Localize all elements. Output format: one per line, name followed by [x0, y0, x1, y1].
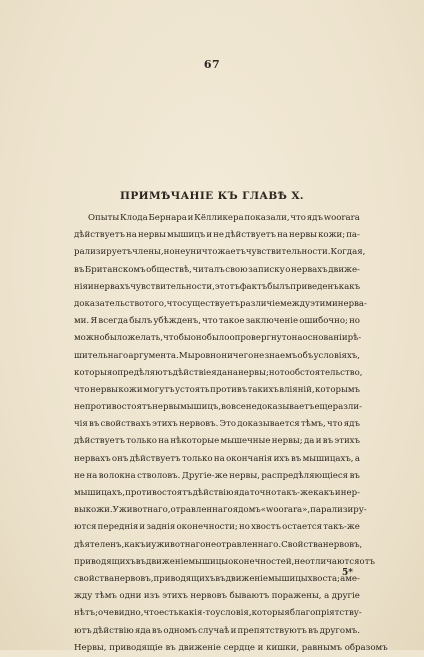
- text-line: рализируетъ члены, но не уничтожаетъ чувствительности. Когда я,: [74, 247, 366, 258]
- text-line: чія въ свойствахъ этихъ нервовъ. Это доказывается тѣмъ, что ядъ: [74, 419, 360, 430]
- text-line: мышицахъ, противостоятъ дѣйствію яда точно такъ-же какъ и нер-: [74, 488, 360, 498]
- text-line: которыя опредѣляютъ дѣйствіе яда на нервы; но то обстоятельство,: [74, 367, 363, 378]
- printer-signature-mark: 5*: [342, 568, 353, 578]
- text-line: не на волокна стволовъ. Другіе-же нервы, распредѣляющіеся въ: [74, 470, 360, 481]
- text-line: шительнаго аргумента. Мы ровно ничего не знаемъ объ условіяхъ,: [74, 350, 360, 361]
- text-line: вы кожи. У животнаго, отравленнаго ядомъ «woorara», парализиру-: [74, 505, 367, 516]
- page-number: 67: [203, 58, 221, 71]
- text-line: въ Британскомъ обществѣ, читалъ свою записку о нервахъ движе-: [74, 264, 360, 275]
- text-line: свойства нервовъ, приводящихъ въ движеніе мышицы хвоста; а ме-: [74, 573, 360, 584]
- text-line: жду тѣмъ одни изъ этихъ нервовъ бываютъ поражены, а другіе: [74, 591, 360, 602]
- text-line: нѣтъ; очевидно, что есть какія-то условія, которыя благопріятству-: [74, 608, 362, 619]
- text-line: нія и нервахъ чувствительности, этотъ фактъ былъ приведенъ какъ: [74, 281, 361, 292]
- text-line: дѣйствуетъ на нервы мышицъ и не дѣйствуетъ на нервы кожи; па-: [74, 230, 360, 241]
- text-line: доказательство того, что существуетъ различіе между этими нерва-: [74, 298, 367, 309]
- text-line: не противостоятъ нервы мышицъ, вовсе не доказываетъ еще разли-: [74, 402, 363, 413]
- text-line: можно было желать, чтобы оно было опровергнуто на основаніи рѣ-: [74, 333, 362, 344]
- text-line: нервахъ онъ дѣйствуетъ только на окончанія ихъ въ мышицахъ, а: [74, 453, 360, 464]
- body-text: [74, 210, 388, 657]
- text-line: Опыты Клода Бернара и Кёлликера показали, что ядъ woorara: [88, 213, 360, 223]
- text-line: приводящихъ въ движеніе мышицы оконечностей, не отличаются отъ: [74, 556, 375, 567]
- text-line: ютъ дѣйствію яда въ одномъ случаѣ и препятствуютъ въ другомъ.: [74, 625, 360, 636]
- text-line: дѣятеленъ, какъ и у животнаго не отравленнаго. Свойства нервовъ,: [74, 539, 363, 550]
- text-line: ются переднія и заднія оконечности; но хвостъ остается такъ-же: [74, 522, 360, 533]
- text-line: что нервы кожи могутъ устоять противъ такихъ вліяній, которымъ: [74, 384, 360, 395]
- chapter-note-heading: ПРИМѢЧАНІЕ КЪ ГЛАВѢ X.: [120, 190, 304, 202]
- text-line: ми. Я всегда былъ убѣжденъ, что такое заключеніе ошибочно; но: [74, 316, 360, 327]
- text-line: Нервы, приводящіе въ движеніе сердце и кишки, равнымъ образомъ: [74, 642, 388, 653]
- text-line: дѣйствуетъ только на нѣкоторые мышечные нервы; да и въ этихъ: [74, 436, 360, 447]
